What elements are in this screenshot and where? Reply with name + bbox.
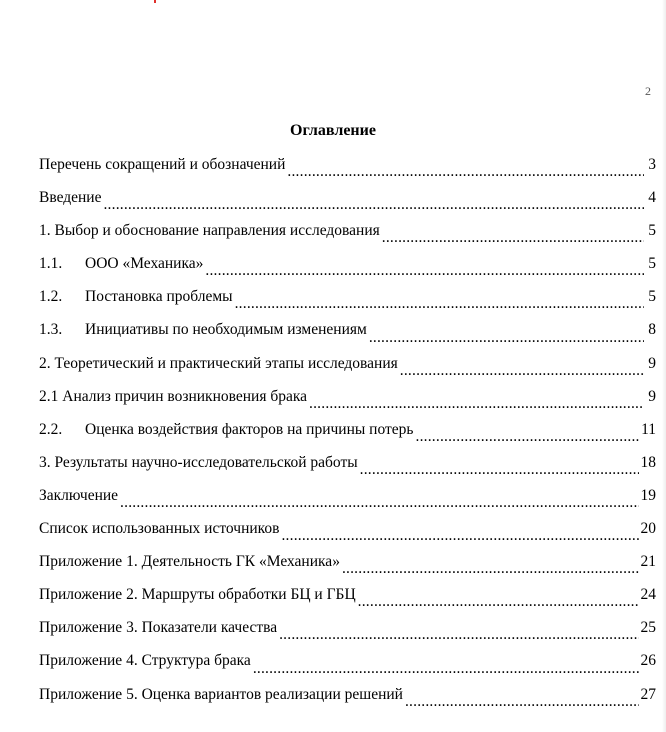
toc-entry[interactable]	[39, 254, 656, 287]
toc-entry-page: 5	[648, 222, 656, 240]
toc-entry-label: Перечень сокращений и обозначений	[39, 156, 286, 173]
toc-entry-number: 1.1.	[39, 255, 63, 273]
toc-entry-label: Приложение 4. Структура брака	[39, 652, 251, 670]
toc-leader-dots	[382, 232, 644, 246]
toc-entry-label: Список использованных источников	[39, 520, 280, 538]
toc-leader-dots	[358, 596, 639, 610]
toc-entry[interactable]	[39, 387, 656, 420]
toc-entry-page: 5	[648, 255, 656, 273]
toc-entry-label: 3. Результаты научно-исследовательской работы	[39, 453, 358, 471]
toc-entry[interactable]	[39, 585, 656, 618]
toc-entry-page: 11	[641, 420, 656, 438]
toc-entry-label: 2.1 Анализ причин возникновения брака	[39, 387, 308, 405]
toc-entry[interactable]	[39, 552, 656, 585]
toc-entry-page: 21	[640, 553, 656, 571]
toc-entry-page: 25	[640, 619, 656, 637]
toc-leader-dots	[369, 332, 644, 346]
toc-entry-label: Приложение 3. Показатели качества	[39, 619, 278, 637]
toc-leader-dots	[205, 265, 644, 279]
toc-leader-dots	[342, 563, 639, 577]
toc-entry-page: 24	[640, 586, 656, 604]
toc-entry-page: 5	[648, 288, 656, 306]
toc-leader-dots	[103, 199, 644, 213]
red-mark	[154, 0, 156, 3]
toc-entry-number: 2.2.	[39, 420, 63, 438]
table-of-contents	[39, 155, 656, 718]
toc-entry-page: 26	[640, 652, 656, 670]
toc-leader-dots	[416, 431, 640, 445]
toc-leader-dots	[309, 398, 644, 412]
toc-leader-dots	[120, 497, 638, 511]
toc-entry-label: ООО «Механика»	[85, 255, 204, 273]
toc-leader-dots	[400, 365, 644, 379]
page-edge-shadow	[662, 0, 666, 732]
toc-leader-dots	[405, 696, 639, 710]
toc-leader-dots	[279, 629, 638, 643]
toc-entry[interactable]	[39, 221, 656, 254]
toc-entry[interactable]	[39, 486, 656, 519]
toc-entry-label: Приложение 2. Маршруты обработки БЦ и ГБЦ	[39, 586, 356, 604]
toc-entry-label: 2. Теоретический и практический этапы исследования	[39, 354, 398, 372]
toc-entry[interactable]	[39, 155, 656, 188]
toc-entry-page: 19	[640, 486, 656, 504]
toc-entry[interactable]	[39, 685, 656, 718]
toc-entry[interactable]	[39, 320, 656, 353]
toc-entry-label: Инициативы по необходимым изменениям	[85, 321, 367, 339]
toc-entry-number: 1.3.	[39, 321, 63, 339]
toc-entry-label: Постановка проблемы	[85, 288, 233, 306]
toc-entry[interactable]	[39, 420, 656, 453]
toc-entry[interactable]	[39, 453, 656, 486]
toc-entry-page: 9	[648, 387, 656, 405]
toc-leader-dots	[235, 298, 644, 312]
toc-leader-dots	[253, 663, 639, 677]
toc-leader-dots	[281, 530, 638, 544]
toc-entry-label: Оценка воздействия факторов на причины потерь	[85, 420, 414, 438]
toc-entry-label: Введение	[39, 189, 102, 207]
toc-entry-number: 1.2.	[39, 288, 63, 306]
toc-entry[interactable]	[39, 618, 656, 651]
toc-entry-page: 18	[640, 453, 656, 471]
toc-entry-label: Приложение 1. Деятельность ГК «Механика»	[39, 553, 340, 571]
toc-entry[interactable]	[39, 519, 656, 552]
toc-entry-label: Заключение	[39, 486, 119, 504]
toc-entry-page: 9	[648, 354, 656, 372]
toc-title: Оглавление	[290, 122, 376, 139]
toc-entry[interactable]	[39, 651, 656, 684]
toc-leader-dots	[360, 464, 639, 478]
toc-entry-page: 27	[640, 685, 656, 703]
toc-entry-page: 20	[640, 520, 656, 538]
toc-entry[interactable]	[39, 188, 656, 221]
toc-entry-page: 3	[648, 156, 656, 173]
toc-entry-label: Приложение 5. Оценка вариантов реализации решений	[39, 685, 403, 703]
toc-entry[interactable]	[39, 354, 656, 387]
toc-entry[interactable]	[39, 287, 656, 320]
toc-entry-label: 1. Выбор и обоснование направления исследования	[39, 222, 380, 240]
toc-leader-dots	[287, 166, 644, 180]
toc-entry-page: 8	[648, 321, 656, 339]
page-number: 2	[645, 84, 651, 98]
toc-entry-page: 4	[648, 189, 656, 207]
